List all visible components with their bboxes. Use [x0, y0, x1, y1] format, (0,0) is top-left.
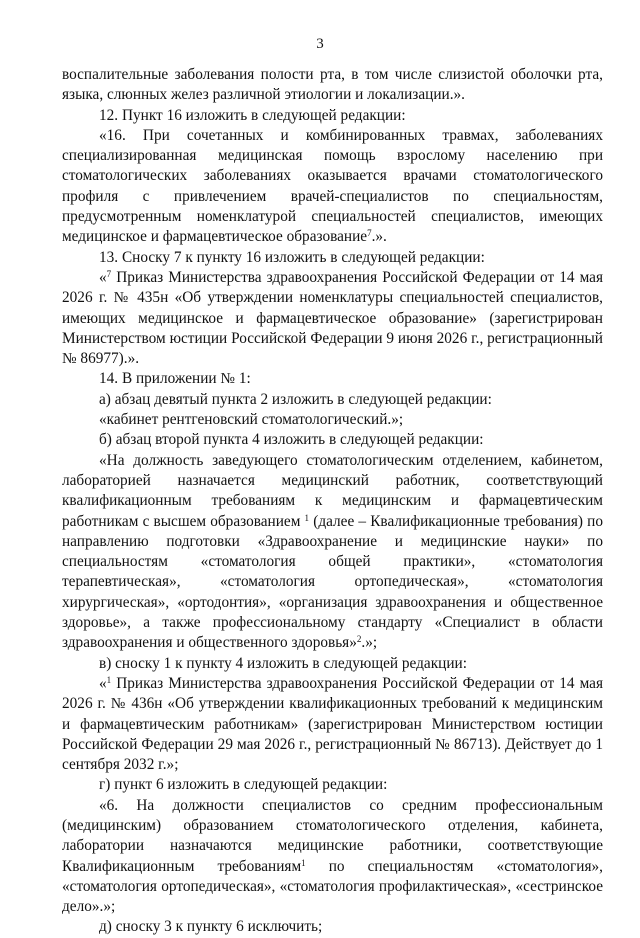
paragraph-text: «На должность заведующего стоматологическим отделением, кабинетом, лабораторией назначается медицинский работник, соответствующий квалификационным требованиям к медицинским и фармацевтическим работникам с высшем образованием — [62, 451, 603, 530]
footnote-marker: 2 — [356, 634, 362, 645]
paragraph — [62, 390, 603, 410]
paragraph-text: а) абзац девятый пункта 2 изложить в следующей редакции: — [99, 390, 492, 408]
paragraph — [62, 65, 603, 106]
footnote-marker: 1 — [106, 674, 112, 685]
footnote-marker: 1 — [301, 857, 306, 868]
paragraph-text: « — [99, 268, 107, 286]
paragraph-text: д) сноску 3 к пункту 6 исключить; — [99, 918, 323, 936]
footnote-marker: 1 — [304, 512, 310, 523]
paragraph-text: в) сноску 1 к пункту 4 изложить в следующей редакции: — [99, 654, 467, 672]
footnote-marker: 7 — [367, 228, 372, 239]
paragraph — [62, 430, 603, 450]
paragraph-text: «16. При сочетанных и комбинированных травмах, заболеваниях специализированная медицинская помощь взрослому населению при стоматологических заболеваниях оказывается врачами стоматологического профиля с привлечением врачей-специалистов по специальностям, предусмотренным номенклатурой специальностей специалистов, имеющих медицинское и фармацевтическое образование — [62, 126, 603, 246]
paragraph — [62, 917, 603, 937]
paragraph-text: «6. На должности специалистов со средним профессиональным (медицинским) образованием стоматологического отделения, кабинета, лаборатории назначаются медицинские работники, соответствующие Квалификационным требованиям — [62, 796, 603, 875]
paragraph — [62, 248, 603, 268]
paragraph-text: 12. Пункт 16 изложить в следующей редакции: — [99, 106, 406, 124]
paragraph-text: .»; — [361, 634, 378, 652]
paragraph-text: .». — [371, 228, 387, 246]
paragraph-text: Приказ Министерства здравоохранения Российской Федерации от 14 мая 2026 г. № 436н «Об утверждении квалификационных требований к медицинским и фармацевтическим работникам» (зарегистрирован Министерством юстиции Российской Федерации 29 мая 2026 г., регистрационный № 86713). Действует до 1 сентября 2032 г.»; — [62, 674, 603, 774]
paragraph — [62, 410, 603, 430]
paragraph-text: 14. В приложении № 1: — [99, 370, 251, 388]
paragraph — [62, 451, 603, 654]
paragraph — [62, 674, 603, 775]
paragraph-text: б) абзац второй пункта 4 изложить в следующей редакции: — [99, 431, 484, 449]
paragraph — [62, 268, 603, 369]
paragraph-text: г) пункт 6 изложить в следующей редакции: — [99, 776, 388, 794]
document-body — [62, 65, 603, 938]
footnote-marker: 7 — [106, 268, 112, 279]
paragraph-text: Приказ Министерства здравоохранения Российской Федерации от 14 мая 2026 г. № 435н «Об утверждении номенклатуры специальностей специалистов, имеющих медицинское и фармацевтическое образование» (зарегистрирован Министерством юстиции Российской Федерации 9 июня 2026 г., регистрационный № 86977).». — [62, 268, 603, 368]
page-number: 3 — [316, 36, 324, 52]
paragraph — [62, 369, 603, 389]
paragraph-text: 13. Сноску 7 к пункту 16 изложить в следующей редакции: — [99, 248, 485, 266]
paragraph — [62, 796, 603, 918]
paragraph-text: воспалительные заболевания полости рта, в том числе слизистой оболочки рта, языка, слюнных желез различной этиологии и локализации.». — [62, 66, 603, 104]
paragraph-text: (далее – Квалификационные требования) по направлению подготовки «Здравоохранение и медицинские науки» по специальностям «стоматология общей практики», «стоматология терапевтическая», «стоматология ортопедическая», «стоматология хирургическая», «ортодонтия», «организация здравоохранения и общественное здоровье», а также профессиональному стандарту «Специалист в области здравоохранения и общественного здоровья» — [62, 512, 603, 652]
paragraph — [62, 775, 603, 795]
paragraph-text: по специальностям «стоматология», «стоматология ортопедическая», «стоматология профилактическая», «сестринское дело».»; — [62, 857, 603, 916]
paragraph-text: « — [99, 674, 107, 692]
paragraph — [62, 106, 603, 126]
paragraph — [62, 654, 603, 674]
paragraph-text: «кабинет рентгеновский стоматологический.»; — [99, 411, 404, 429]
paragraph — [62, 126, 603, 248]
